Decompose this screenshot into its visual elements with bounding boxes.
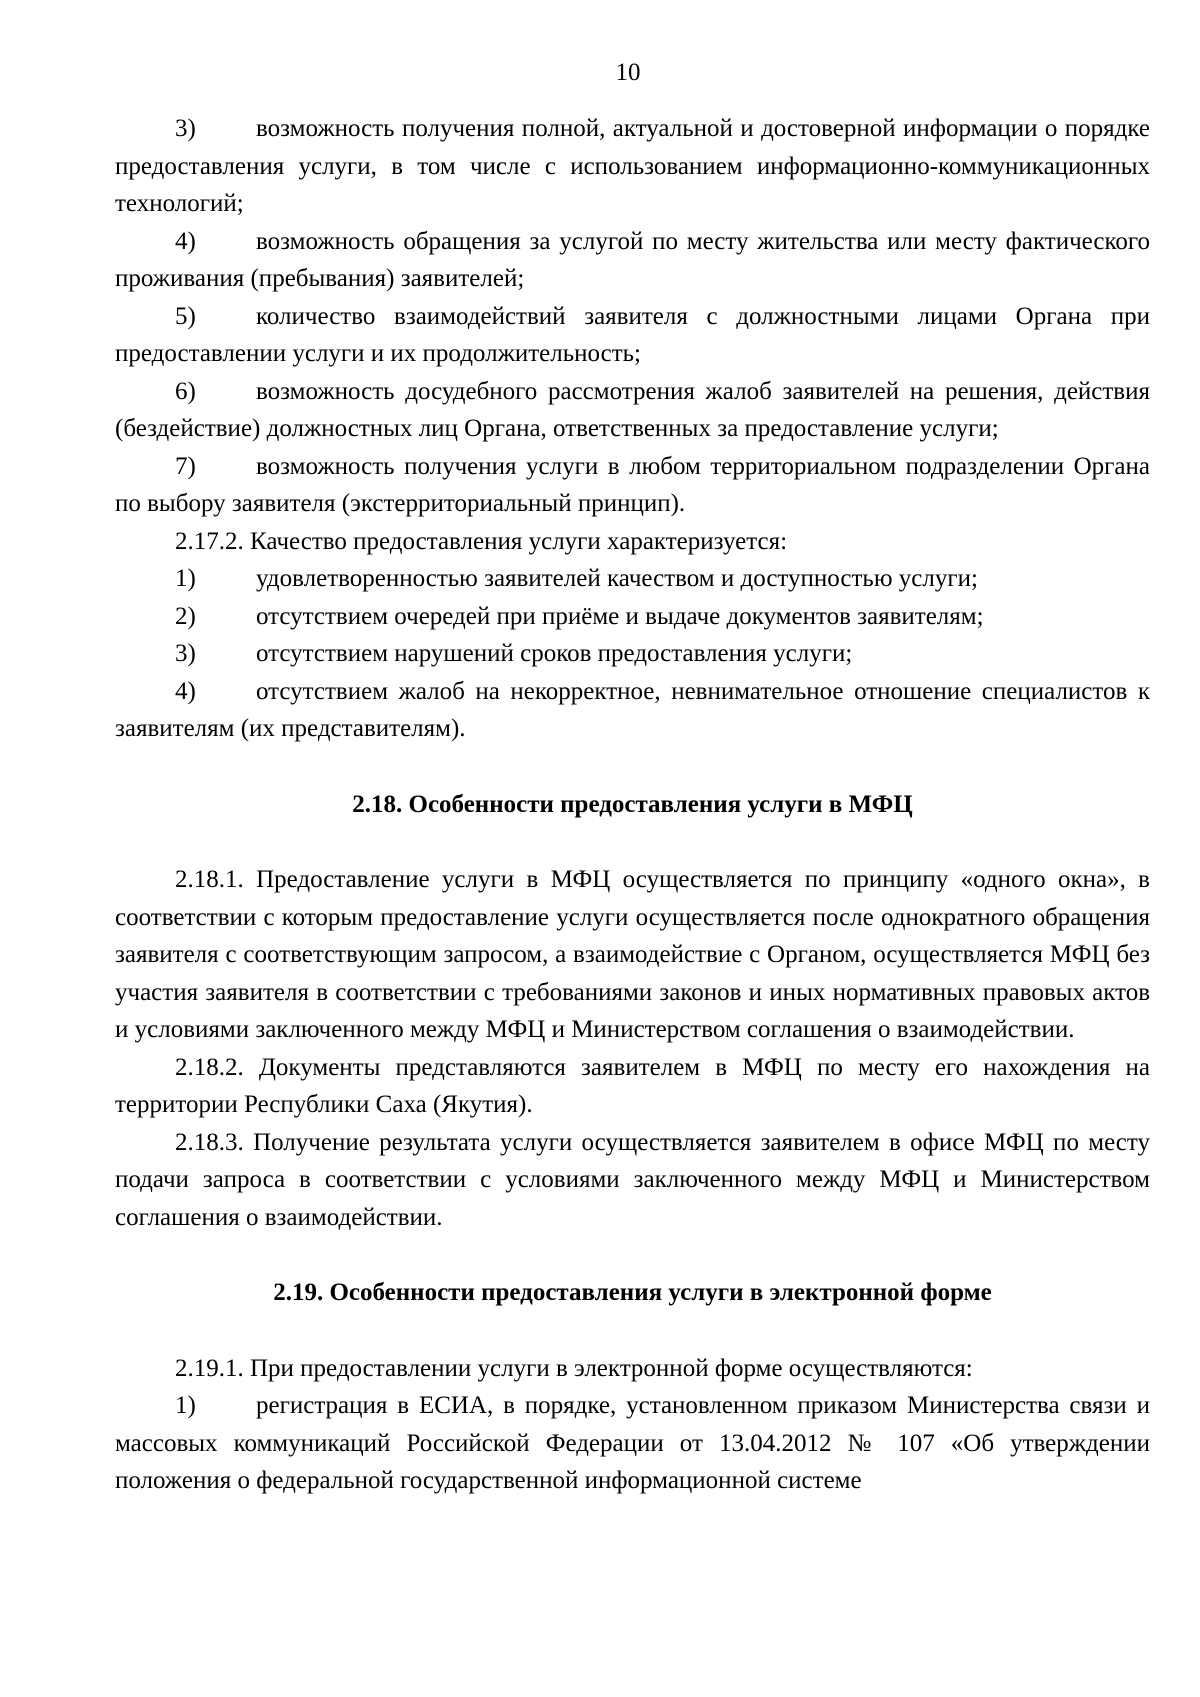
list-item [115,448,1150,523]
list-item [115,673,1150,748]
spacer [115,1236,1150,1274]
item-text: возможность досудебного рассмотрения жалоб заявителей на решения, действия (бездействие) должностных лиц Органа, ответственных за предоставление услуги; [115,377,1150,442]
paragraph-2-18-2: 2.18.2. Документы представляются заявителем в МФЦ по месту его нахождения на территории Республики Саха (Якутия). [115,1053,1150,1118]
item-number: 5) [175,302,196,330]
paragraph-2-17-2: 2.17.2. Качество предоставления услуги характеризуется: [175,527,788,555]
item-text: удовлетворенностью заявителей качеством и доступностью услуги; [256,565,978,592]
page-content [115,110,1150,1500]
spacer [115,1312,1150,1350]
list-item [115,110,1150,223]
item-number: 1) [175,1392,196,1419]
item-number: 6) [175,377,196,405]
item-number: 4) [175,677,196,705]
item-text: отсутствием очередей при приёме и выдаче документов заявителям; [256,602,984,630]
item-text: регистрация в ЕСИА, в порядке, установленном приказом Министерства связи и массовых коммуникаций Российской Федерации от 13.04.2012 № 107 «Об утверждении положения о федеральной государственной информационной системе [115,1392,1150,1494]
list-item [115,298,1150,373]
item-number: 1) [175,565,196,592]
spacer [115,823,1150,861]
list-item [115,1387,1150,1500]
item-number: 2) [175,602,196,630]
item-text: возможность обращения за услугой по месту жительства или месту фактического проживания (пребывания) заявителей; [115,227,1150,292]
paragraph-2-18-3: 2.18.3. Получение результата услуги осуществляется заявителем в офисе МФЦ по месту подачи запроса в соответствии с условиями заключенного между МФЦ и Министерством соглашения о взаимодействии. [115,1128,1150,1231]
item-text: возможность получения полной, актуальной и достоверной информации о порядке предоставления услуги, в том числе с использованием информационно-коммуникационных технологий; [115,115,1150,217]
paragraph-2-18-1: 2.18.1. Предоставление услуги в МФЦ осуществляется по принципу «одного окна», в соответствии с которым предоставление услуги осуществляется после однократного обращения заявителя с соответствующим запросом, а взаимодействие с Органом, осуществляется МФЦ без участия заявителя в соответствии с требованиями законов и иных нормативных правовых актов и условиями заключенного между МФЦ и Министерством соглашения о взаимодействии. [115,866,1150,1043]
section-heading-2-19: 2.19. Особенности предоставления услуги в электронной форме [273,1279,992,1306]
list-item [115,598,1150,636]
item-number: 4) [175,227,196,255]
list-item [115,223,1150,298]
item-number: 3) [175,640,196,667]
item-number: 3) [175,115,196,142]
section-heading-2-18: 2.18. Особенности предоставления услуги в МФЦ [352,790,913,818]
page-number: 10 [615,59,641,86]
item-text: отсутствием жалоб на некорректное, невнимательное отношение специалистов к заявителям (их представителям). [115,677,1150,742]
paragraph-2-19-1: 2.19.1. При предоставлении услуги в электронной форме осуществляются: [175,1354,973,1382]
item-text: количество взаимодействий заявителя с должностными лицами Органа при предоставлении услуги и их продолжительность; [115,302,1150,367]
list-item [115,560,1150,598]
spacer [115,748,1150,786]
list-item [115,635,1150,673]
item-number: 7) [175,452,196,480]
list-item [115,373,1150,448]
item-text: возможность получения услуги в любом территориальном подразделении Органа по выбору заявителя (экстерриториальный принцип). [115,452,1150,517]
item-text: отсутствием нарушений сроков предоставления услуги; [256,640,853,667]
